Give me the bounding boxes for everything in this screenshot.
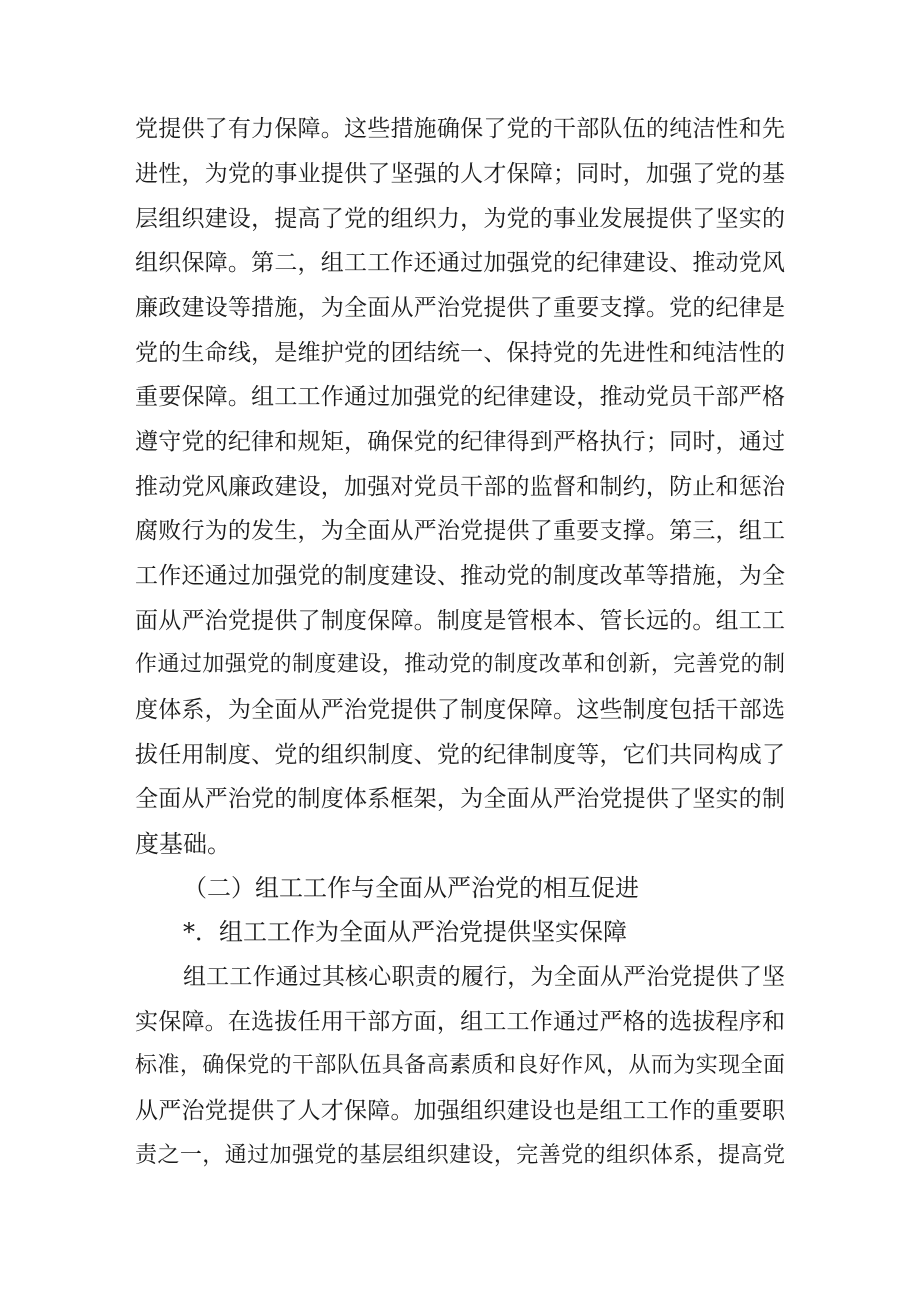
paragraph-line: 廉政建设等措施，为全面从严治党提供了重要支撑。党的纪律是	[135, 295, 785, 321]
paragraph-line: 度体系，为全面从严治党提供了制度保障。这些制度包括干部选	[135, 697, 785, 723]
paragraph-line: 层组织建设，提高了党的组织力，为党的事业发展提供了坚实的	[135, 206, 785, 232]
paragraph-line: 进性，为党的事业提供了坚强的人才保障；同时，加强了党的基	[135, 161, 785, 187]
subsection-heading: *．组工工作为全面从严治党提供坚实保障	[183, 918, 627, 946]
paragraph-line: 工作还通过加强党的制度建设、推动党的制度改革等措施，为全	[135, 563, 785, 589]
paragraph-line: 腐败行为的发生，为全面从严治党提供了重要支撑。第三，组工	[135, 518, 785, 544]
paragraph-line: 组工工作通过其核心职责的履行，为全面从严治党提供了坚	[183, 964, 785, 990]
section-heading: （二）组工工作与全面从严治党的相互促进	[183, 874, 639, 902]
paragraph-line: 标准，确保党的干部队伍具备高素质和良好作风，从而为实现全面	[135, 1053, 785, 1078]
paragraph-line: 度基础。	[135, 830, 231, 858]
paragraph-line: 党提供了有力保障。这些措施确保了党的干部队伍的纯洁性和先	[135, 116, 785, 142]
paragraph-line: 全面从严治党的制度体系框架，为全面从严治党提供了坚实的制	[135, 786, 785, 812]
paragraph-line: 组织保障。第二，组工工作还通过加强党的纪律建设、推动党风	[135, 250, 785, 276]
paragraph-line: 责之一，通过加强党的基层组织建设，完善党的组织体系，提高党	[135, 1143, 785, 1168]
paragraph-line: 实保障。在选拔任用干部方面，组工工作通过严格的选拔程序和	[135, 1009, 785, 1035]
paragraph-line: 推动党风廉政建设，加强对党员干部的监督和制约，防止和惩治	[135, 474, 785, 500]
paragraph-line: 党的生命线，是维护党的团结统一、保持党的先进性和纯洁性的	[135, 340, 785, 366]
paragraph-line: 作通过加强党的制度建设，推动党的制度改革和创新，完善党的制	[135, 652, 785, 677]
paragraph-line: 面从严治党提供了制度保障。制度是管根本、管长远的。组工工	[135, 608, 785, 634]
paragraph-line: 拔任用制度、党的组织制度、党的纪律制度等，它们共同构成了	[135, 742, 785, 768]
paragraph-line: 重要保障。组工工作通过加强党的纪律建设，推动党员干部严格	[135, 384, 785, 410]
paragraph-line: 遵守党的纪律和规矩，确保党的纪律得到严格执行；同时，通过	[135, 429, 785, 455]
paragraph-line: 从严治党提供了人才保障。加强组织建设也是组工工作的重要职	[135, 1098, 785, 1124]
